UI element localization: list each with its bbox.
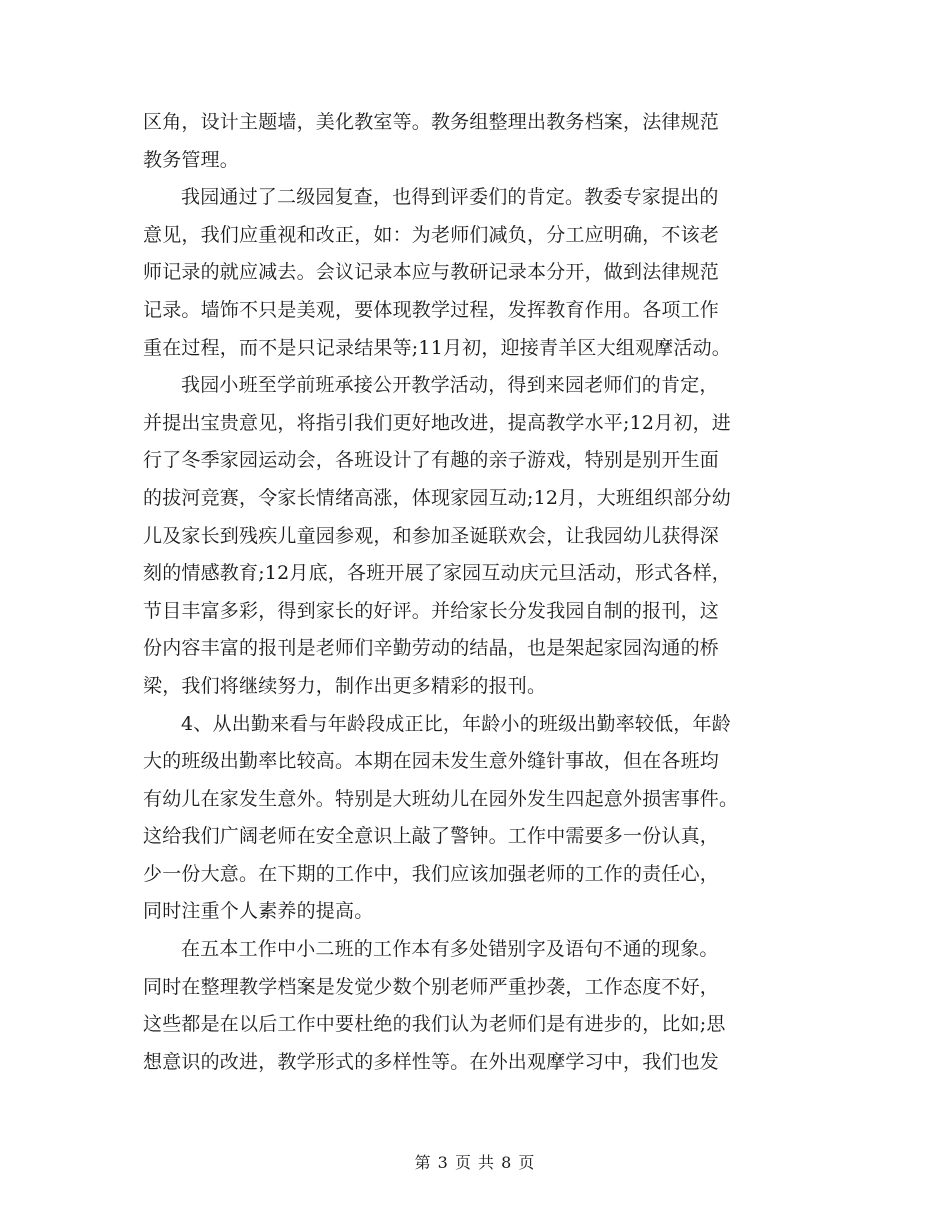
- text-line: 师记录的就应减去。会议记录本应与教研记录本分开，做到法律规范: [143, 261, 720, 284]
- text-line: 这些都是在以后工作中要杜绝的我们认为老师们是有进步的，比如;思: [143, 1013, 726, 1036]
- text-line: 同时注重个人素养的提高。: [143, 900, 374, 923]
- text-line: 在五本工作中小二班的工作本有多处错别字及语句不通的现象。: [181, 938, 719, 961]
- text-line: 记录。墙饰不只是美观，要体现教学过程，发挥教育作用。各项工作: [143, 298, 720, 321]
- page-number-footer: 第 3 页 共 8 页: [414, 1153, 536, 1172]
- text-line: 我园小班至学前班承接公开教学活动，得到来园老师们的肯定，: [181, 374, 719, 397]
- text-line: 刻的情感教育;12月底，各班开展了家园互动庆元旦活动，形式各样，: [143, 562, 731, 585]
- text-line: 行了冬季家园运动会，各班设计了有趣的亲子游戏，特别是别开生面: [143, 449, 720, 472]
- text-line: 大的班级出勤率比较高。本期在园未发生意外缝针事故，但在各班均: [143, 750, 720, 773]
- text-line: 这给我们广阔老师在安全意识上敲了警钟。工作中需要多一份认真，: [143, 825, 720, 848]
- text-line: 儿及家长到残疾儿童园参观，和参加圣诞联欢会，让我园幼儿获得深: [143, 524, 720, 547]
- text-line: 有幼儿在家发生意外。特别是大班幼儿在园外发生四起意外损害事件。: [143, 787, 739, 810]
- text-line: 同时在整理教学档案是发觉少数个别老师严重抄袭，工作态度不好，: [143, 975, 720, 998]
- text-line: 节目丰富多彩，得到家长的好评。并给家长分发我园自制的报刊，这: [143, 599, 720, 622]
- text-line: 教务管理。: [143, 148, 240, 171]
- text-line: 区角，设计主题墙，美化教室等。教务组整理出教务档案，法律规范: [143, 111, 720, 133]
- document-body: [143, 104, 808, 1081]
- text-line: 少一份大意。在下期的工作中，我们应该加强老师的工作的责任心，: [143, 862, 720, 885]
- text-line: 4、从出勤来看与年龄段成正比，年龄小的班级出勤率较低，年龄: [181, 712, 731, 735]
- text-line: 想意识的改进，教学形式的多样性等。在外出观摩学习中，我们也发: [143, 1050, 720, 1073]
- text-line: 的拔河竞赛，令家长情绪高涨，体现家园互动;12月，大班组织部分幼: [143, 486, 731, 509]
- text-line: 梁，我们将继续努力，制作出更多精彩的报刊。: [143, 674, 547, 697]
- text-line: 份内容丰富的报刊是老师们辛勤劳动的结晶，也是架起家园沟通的桥: [143, 637, 720, 660]
- text-line: 意见，我们应重视和改正，如：为老师们减负，分工应明确，不该老: [143, 223, 720, 246]
- text-line: 重在过程，而不是只记录结果等;11月初，迎接青羊区大组观摩活动。: [143, 336, 731, 359]
- text-line: 并提出宝贵意见，将指引我们更好地改进，提高教学水平;12月初，进: [143, 411, 731, 434]
- text-line: 我园通过了二级园复查，也得到评委们的肯定。教委专家提出的: [181, 186, 719, 209]
